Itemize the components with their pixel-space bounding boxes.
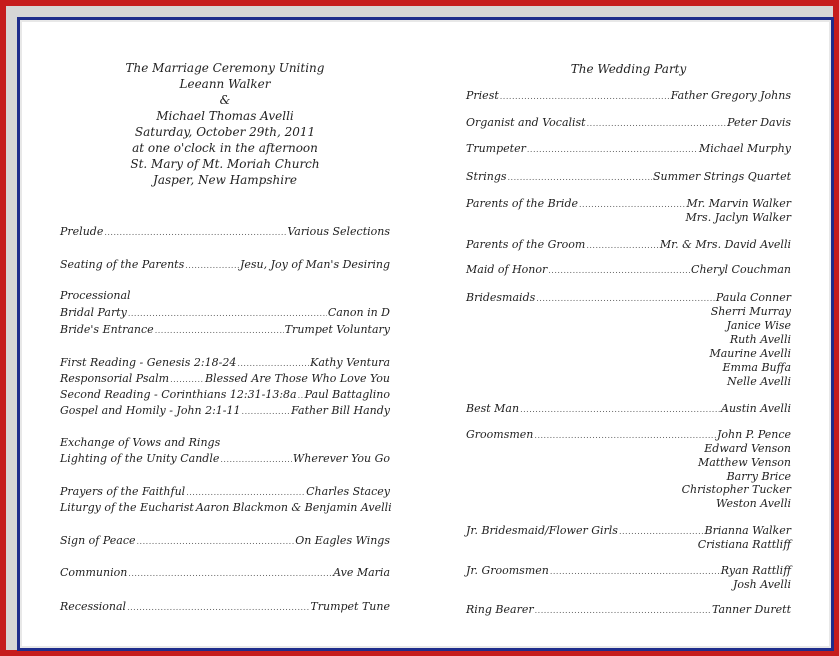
party-value-cont: Matthew Venson — [697, 456, 791, 469]
program-label: Seating of the Parents — [60, 258, 185, 271]
party-row-best-man — [466, 402, 791, 416]
party-row-strings — [466, 170, 791, 184]
program-row-peace — [60, 534, 390, 548]
party-label: Strings — [466, 170, 507, 183]
leader-dots — [128, 307, 327, 320]
party-row-ring-bearer — [466, 603, 791, 617]
leader-dots — [548, 264, 690, 277]
party-row-jr-groomsmen — [466, 564, 791, 578]
party-label: Jr. Groomsmen — [466, 564, 549, 577]
party-row-groomsmen — [466, 428, 791, 442]
party-row-jr-bridesmaid — [466, 524, 791, 538]
party-row-parents-bride — [466, 197, 791, 211]
party-value-cont: Weston Avelli — [716, 497, 791, 510]
party-label: Bridesmaids — [466, 291, 536, 304]
ceremony-title-block — [60, 60, 390, 188]
party-label: Trumpeter — [466, 142, 526, 155]
party-value: Peter Davis — [727, 116, 791, 129]
program-label: Second Reading - Corinthians 12:31-13:8a — [60, 388, 297, 401]
program-value: Trumpet Voluntary — [284, 323, 390, 336]
program-label: Gospel and Homily - John 2:1-11 — [60, 404, 241, 417]
title-line: The Marriage Ceremony Uniting — [125, 61, 325, 75]
wedding-party-heading: The Wedding Party — [570, 62, 687, 76]
party-label: Groomsmen — [466, 428, 534, 441]
program-value: Kathy Ventura — [310, 356, 390, 369]
party-value-cont: Maurine Avelli — [709, 347, 791, 360]
title-line: at one o'clock in the afternoon — [132, 141, 318, 155]
program-value: Ave Maria — [333, 566, 390, 579]
program-row-prelude — [60, 225, 390, 239]
party-row-parents-groom — [466, 238, 791, 252]
wedding-party-column — [466, 20, 791, 648]
leader-dots — [536, 292, 715, 305]
party-value-cont: Ruth Avelli — [729, 333, 791, 346]
leader-dots — [137, 535, 295, 548]
title-line: Leeann Walker — [179, 77, 271, 91]
party-value: Michael Murphy — [698, 142, 791, 155]
party-value-cont: Barry Brice — [726, 470, 791, 483]
leader-dots — [520, 403, 720, 416]
program-value: Trumpet Tune — [310, 600, 390, 613]
exchange-heading: Exchange of Vows and Rings — [60, 436, 221, 449]
party-value: Austin Avelli — [721, 402, 791, 415]
leader-dots — [242, 405, 291, 418]
title-line: St. Mary of Mt. Moriah Church — [130, 157, 320, 171]
program-value: Canon in D — [327, 306, 390, 319]
leader-dots — [237, 357, 309, 370]
leader-dots — [527, 143, 698, 156]
title-line: Jasper, New Hampshire — [153, 173, 297, 187]
program-row-second-reading — [60, 388, 390, 402]
party-label: Parents of the Bride — [466, 197, 578, 210]
party-row-organist — [466, 116, 791, 130]
leader-dots — [534, 429, 716, 442]
party-value-cont: Emma Buffa — [722, 361, 791, 374]
title-line: & — [219, 93, 231, 107]
party-row-maid — [466, 263, 791, 277]
program-row-gospel — [60, 404, 390, 418]
leader-dots — [298, 389, 304, 402]
leader-dots — [587, 117, 727, 130]
program-label: Lighting of the Unity Candle — [60, 452, 220, 465]
leader-dots — [127, 601, 309, 614]
program-value: On Eagles Wings — [295, 534, 390, 547]
leader-dots — [500, 90, 670, 103]
party-value: Tanner Durett — [712, 603, 791, 616]
program-label: First Reading - Genesis 2:18-24 — [60, 356, 237, 369]
title-line: Michael Thomas Avelli — [156, 109, 294, 123]
party-value-cont: Josh Avelli — [732, 578, 791, 591]
party-value: Brianna Walker — [704, 524, 791, 537]
leader-dots — [586, 239, 659, 252]
program-page — [17, 17, 834, 651]
party-value: Ryan Rattliff — [720, 564, 791, 577]
leader-dots — [185, 259, 239, 272]
party-value-cont: Edward Venson — [704, 442, 791, 455]
program-row-first-reading — [60, 356, 390, 370]
program-label: Communion — [60, 566, 128, 579]
program-label: Responsorial Psalm — [60, 372, 170, 385]
party-label: Maid of Honor — [466, 263, 548, 276]
program-label: Prayers of the Faithful — [60, 485, 186, 498]
program-label: Bride's Entrance — [60, 323, 154, 336]
party-value: Summer Strings Quartet — [652, 170, 791, 183]
party-value: Paula Conner — [715, 291, 791, 304]
leader-dots — [155, 324, 284, 337]
party-value-cont: Janice Wise — [726, 319, 791, 332]
party-value-cont: Mrs. Jaclyn Walker — [685, 211, 791, 224]
party-value-cont: Christopher Tucker — [681, 483, 791, 496]
program-label: Recessional — [60, 600, 127, 613]
party-value: Mr. & Mrs. David Avelli — [659, 238, 791, 251]
program-value: Father Bill Handy — [291, 404, 390, 417]
program-row-recessional — [60, 600, 390, 614]
program-row-prayers — [60, 485, 390, 499]
party-value: John P. Pence — [716, 428, 791, 441]
leader-dots — [104, 226, 286, 239]
leader-dots — [508, 171, 652, 184]
party-value: Father Gregory Johns — [670, 89, 791, 102]
ceremony-program-column — [60, 20, 390, 648]
party-row-priest — [466, 89, 791, 103]
party-label: Ring Bearer — [466, 603, 534, 616]
program-row-brides-entrance — [60, 323, 390, 337]
party-label: Parents of the Groom — [466, 238, 586, 251]
program-label: Liturgy of the Eucharist — [60, 501, 194, 514]
title-line: Saturday, October 29th, 2011 — [134, 125, 316, 139]
leader-dots — [579, 198, 685, 211]
party-row-trumpeter — [466, 142, 791, 156]
program-value: Wherever You Go — [292, 452, 390, 465]
processional-heading: Processional — [60, 289, 131, 302]
leader-dots — [550, 565, 720, 578]
leader-dots — [170, 373, 204, 386]
program-value: Paul Battaglino — [304, 388, 390, 401]
program-row-unity — [60, 452, 390, 466]
party-value-cont: Sherri Murray — [710, 305, 791, 318]
program-row-bridal-party — [60, 306, 390, 320]
program-value: Aaron Blackmon & Benjamin Avelli — [195, 501, 392, 514]
leader-dots — [128, 567, 332, 580]
leader-dots — [186, 486, 305, 499]
leader-dots — [535, 604, 711, 617]
leader-dots — [619, 525, 704, 538]
program-row-seating — [60, 258, 390, 272]
program-label: Prelude — [60, 225, 104, 238]
program-value: Blessed Are Those Who Love You — [204, 372, 390, 385]
party-value-cont: Nelle Avelli — [727, 375, 791, 388]
program-label: Bridal Party — [60, 306, 127, 319]
program-label: Sign of Peace — [60, 534, 136, 547]
party-value-cont: Cristiana Rattliff — [697, 538, 791, 551]
program-value: Various Selections — [287, 225, 390, 238]
party-row-bridesmaids — [466, 291, 791, 305]
party-label: Priest — [466, 89, 499, 102]
leader-dots — [220, 453, 292, 466]
party-label: Organist and Vocalist — [466, 116, 586, 129]
party-value: Mr. Marvin Walker — [686, 197, 791, 210]
party-value: Cheryl Couchman — [691, 263, 791, 276]
program-row-communion — [60, 566, 390, 580]
party-label: Best Man — [466, 402, 520, 415]
program-row-psalm — [60, 372, 390, 386]
party-label: Jr. Bridesmaid/Flower Girls — [466, 524, 618, 537]
program-row-liturgy — [60, 501, 390, 515]
program-value: Jesu, Joy of Man's Desiring — [239, 258, 390, 271]
program-value: Charles Stacey — [306, 485, 390, 498]
